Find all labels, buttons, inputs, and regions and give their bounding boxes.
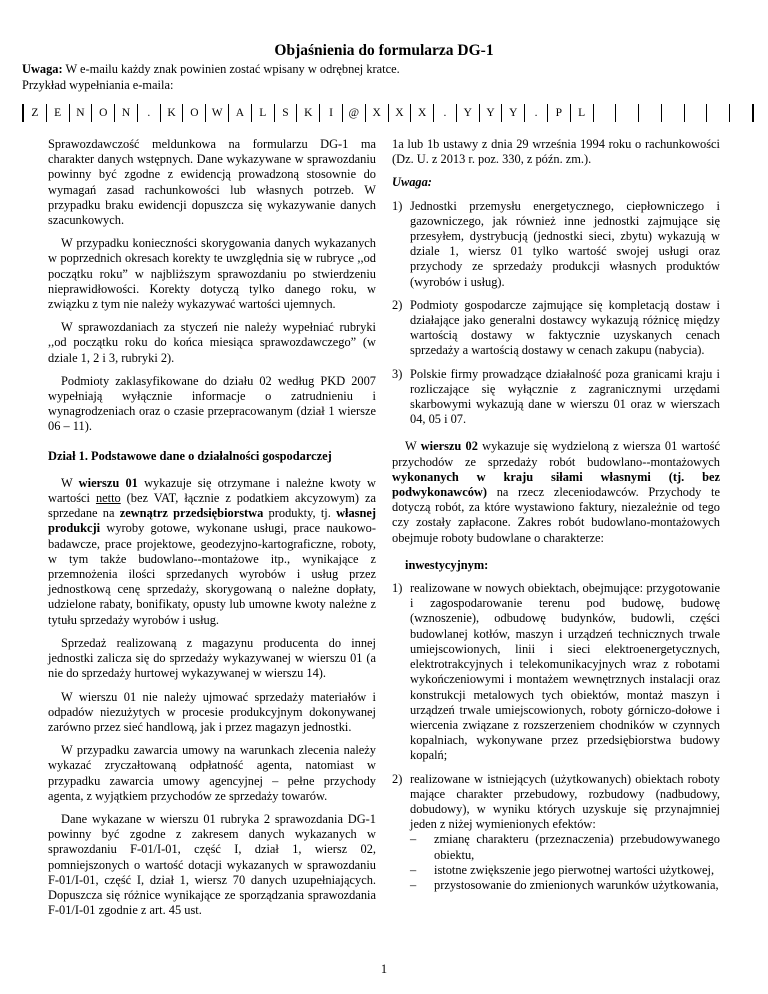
right-column <box>392 137 720 893</box>
investment-list <box>392 581 720 893</box>
email-char-cell: Y <box>457 104 480 122</box>
note-text: W e-mailu każdy znak powinien zostać wpisany w odrębnej kratce. <box>62 62 400 76</box>
effects-list <box>410 832 720 893</box>
email-char-cell: Y <box>480 104 503 122</box>
email-char-cell: S <box>275 104 298 122</box>
email-note <box>22 62 400 77</box>
paragraph: Sprawozdawczość meldunkowa na formularzu DG-1 ma charakter danych wstępnych. Dane wykazywane w sprawozdaniu powinny być zgodne z ewidencją prowadzoną stosownie do wymagań zasad rachunkowości lub własnych potrzeb. W przypadku braku ewidencji dopuszcza się wykazywanie danych szacunkowych. <box>48 137 376 228</box>
email-char-cell: K <box>161 104 184 122</box>
email-char-cell: . <box>525 104 548 122</box>
list-item: – przystosowanie do zmienionych warunków użytkowania, <box>410 877 719 892</box>
email-char-cell: Y <box>502 104 525 122</box>
paragraph: Dane wykazane w wierszu 01 rubryka 2 sprawozdania DG-1 powinny być zgodne z zakresem danych wykazanych w sprawozdaniu F-01/I-01, część I, dział 1, wiersz 02, pomniejszonych o wartość dotacji wykazanych w sprawozdaniu F-01/I-01, część I, dział 1, wiersz 70 danych uzupełniających. Dopuszcza się różnice wynikające ze sporządzania sprawozdania F-01/I-01 zgodnie z art. 45 ust. <box>48 811 376 918</box>
email-char-cell: A <box>229 104 252 122</box>
paragraph: Podmioty zaklasyfikowane do działu 02 według PKD 2007 wypełniają wyłącznie informacje o zatrudnieniu i wynagrodzeniach oraz o czasie przepracowanym (dział 1 wiersze 06 – 11). <box>48 373 376 434</box>
email-char-cell: O <box>183 104 206 122</box>
email-char-cell: Z <box>24 104 47 122</box>
paragraph: Sprzedaż realizowaną z magazynu producenta do innej jednostki zalicza się do sprzedaży wykazywanej w wierszu 01 (a nie do sprzedaży hurtowej wykazywanej w wierszu 14). <box>48 635 376 681</box>
uwaga-list <box>392 199 720 428</box>
email-char-cell: X <box>366 104 389 122</box>
list-item: – istotne zwiększenie jego pierwotnej wartości użytkowej, <box>410 862 715 877</box>
email-char-cell: E <box>47 104 70 122</box>
paragraph: 1a lub 1b ustawy z dnia 29 września 1994 roku o rachunkowości (Dz. U. z 2013 r. poz. 330, z późn. zm.). <box>392 137 720 167</box>
email-char-cell: @ <box>343 104 366 122</box>
page-title: Objaśnienia do formularza DG-1 <box>274 42 494 59</box>
list-item: 3) Polskie firmy prowadzące działalność poza granicami kraju i rozliczające się wyłącznie z zagranicznymi urzędami skarbowymi wykazują dane w wierszu 01 oraz w wierszach 04, 05 i 07. <box>392 366 720 427</box>
email-char-cell <box>594 104 617 122</box>
email-char-cell: N <box>115 104 138 122</box>
email-example-grid <box>22 104 754 122</box>
email-char-cell: K <box>297 104 320 122</box>
page-number: 1 <box>380 962 388 976</box>
paragraph: W przypadku zawarcia umowy na warunkach zlecenia należy wykazać zryczałtowaną odpłatność agenta, natomiast w przypadku zawarcia umowy agencyjnej – pełne przychody agenta, z wyjątkiem przychodów ze sprzedaży towarów. <box>48 743 376 803</box>
email-char-cell: I <box>320 104 343 122</box>
email-char-cell: P <box>548 104 571 122</box>
email-char-cell: L <box>571 104 594 122</box>
uwaga-label: Uwaga: <box>392 175 432 190</box>
subheading-inwestycyjnym: inwestycyjnym: <box>405 557 489 572</box>
note-label: Uwaga: <box>22 62 63 76</box>
email-char-cell: X <box>411 104 434 122</box>
email-char-cell <box>707 104 730 122</box>
email-char-cell: X <box>389 104 412 122</box>
paragraph: W wierszu 02 wykazuje się wydzieloną z wiersza 01 wartość przychodów ze sprzedaży robót budowlano--montażowych wykonanych w kraju siłami własnymi (tj. bez podwykonawców) na rzecz zleceniodawców. Przychody te dotyczą robót, za które wystawiono faktury, niezależnie od tego czy zostały zapłacone. Zakres robót budowlano-montażowych obejmuje roboty budowlane o charakterze: <box>392 439 721 545</box>
email-char-cell: O <box>92 104 115 122</box>
list-item: 1) Jednostki przemysłu energetycznego, ciepłowniczego i gazowniczego, jak również inne jednostki zajmujące się przesyłem, dystrybucją (jednostki sieci, zbytu) wykazują w dziale 1, wiersz 01 tylko wartość swojej usługi oraz przychody ze sprzedaży produkcji własnych produktów (wyrobów i usług). <box>392 198 720 289</box>
list-item: 2) realizowane w istniejących (użytkowanych) obiektach roboty mające charakter przebudowy, rozbudowy (nadbudowy, dobudowy), w wyniku których uzyskuje się przynajmniej jeden z niżej wymienionych efektów: – zmianę charakteru (przeznaczenia) przebudowywanego obiektu, – istotne zwiększenie jego pierwotnej wartości użytkowej, – przystosowanie do zmienionych warunków użytkowania, <box>392 771 720 892</box>
email-char-cell <box>662 104 685 122</box>
email-char-cell <box>616 104 639 122</box>
paragraph: W wierszu 01 wykazuje się otrzymane i należne kwoty w wartości netto (bez VAT, łącznie z podatkiem akcyzowym) za sprzedane na zewnątrz przedsiębiorstwa produkty, tj. własnej produkcji wyroby gotowe, wykonane usługi, prace naukowo-badawcze, prace projektowe, geodezyjno-kartograficzne, roboty, w tym także budowlano--montażowe itp., wynikające z przemnożenia ilości sprzedanych wyrobów i usług przez jednostkową cenę sprzedaży, skorygowaną o należne dopłaty, udzielone rabaty, bonifikaty, opusty lub umowne kwoty należne z tytułu sprzedaży wyrobów i usług. <box>48 475 377 627</box>
paragraph: W przypadku konieczności skorygowania danych wykazanych w poprzednich okresach korekty te uwzględnia się w rubryce ,,od początku roku” w najbliższym sprawozdaniu po stwierdzeniu nieprawidłowości. Korekty dotyczą tylko danego roku, w związku z tym nie należy wykazywać wartości ujemnych. <box>48 236 376 312</box>
email-char-cell: . <box>138 104 161 122</box>
list-item: 2) Podmioty gospodarcze zajmujące się kompletacją dostaw i działające jako generalni dostawcy wykazują różnicę między wartością dostawy w faktycznie uzyskanych cenach sprzedaży a wartością dostawy w cenach zakupu (nabycia). <box>392 297 720 358</box>
email-char-cell <box>730 104 754 122</box>
section-heading: Dział 1. Podstawowe dane o działalności gospodarczej <box>48 448 332 463</box>
list-item: 1) realizowane w nowych obiektach, obejmujące: przygotowanie i zagospodarowanie terenu pod budowę, budowę (wznoszenie), odbudowę budynków, budowli, części budowlanej kotłów, maszyn i urządzeń technicznych trwale umiejscowionych, linii i sieci elektroenergetycznych, elektrotrakcyjnych i telekomunikacyjnych wraz z robotami wykończeniowymi i montażem wewnętrznych instalacji oraz konstrukcji metalowych tych obiektów, montaż maszyn i urządzeń trwale umiejscowionych, roboty górniczo-dołowe i wiercenia związane z rozszerzeniem chodników w czynnych kopalniach, wykonywane przez przedsiębiorstwa budowy kopalń; <box>392 581 720 763</box>
email-char-cell <box>639 104 662 122</box>
email-char-cell: . <box>434 104 457 122</box>
email-char-cell <box>685 104 708 122</box>
left-column <box>48 137 376 926</box>
list-item: – zmianę charakteru (przeznaczenia) przebudowywanego obiektu, <box>410 832 720 862</box>
paragraph: W sprawozdaniach za styczeń nie należy wypełniać rubryki ,,od początku roku do końca miesiąca sprawozdawczego” (w dziale 1, 2 i 3, rubryki 2). <box>48 320 376 365</box>
email-example-label: Przykład wypełniania e-maila: <box>22 78 174 92</box>
email-char-cell: N <box>70 104 93 122</box>
email-char-cell: L <box>252 104 275 122</box>
paragraph: W wierszu 01 nie należy ujmować sprzedaży materiałów i odpadów niezużytych w procesie produkcyjnym dokonywanej zarówno przez sieć handlową, jak i przez magazyn jednostki. <box>48 689 376 734</box>
email-char-cell: W <box>206 104 229 122</box>
